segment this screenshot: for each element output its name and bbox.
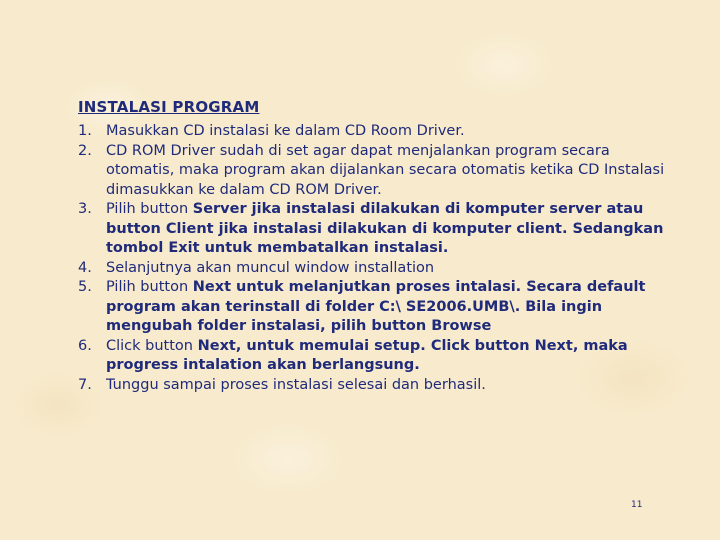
slide-title: INSTALASI PROGRAM [78,98,260,116]
step-text [106,259,668,279]
step-text-normal: CD ROM Driver sudah di set agar dapat menjalankan program secara otomatis, maka program akan dijalankan secara otomatis ketika CD Instalasi dimasukkan ke dalam CD ROM Driver. [106,142,665,198]
step-text-normal: Tunggu sampai proses instalasi selesai dan berhasil. [106,376,486,393]
step-number: 6. [78,337,92,354]
step-number: 5. [78,279,92,295]
step-number: 4. [78,259,92,276]
step-text [106,376,668,396]
slide-content [78,98,668,395]
steps-list [78,122,668,395]
step-text-bold: Next untuk melanjutkan proses intalasi. Secara default program akan terinstall di folder C:\ SE2006.UMB\. Bila ingin mengubah folder instalasi, pilih button Browse [106,279,646,334]
step-text-bold: Server jika instalasi dilakukan di komputer server atau button Client jika instalasi dilakukan di komputer client. Sedangkan tombol Exit untuk membatalkan instalasi. [106,201,664,256]
step-text [106,142,668,201]
step-text [106,278,668,337]
step-number: 3. [78,201,92,217]
list-item [78,376,668,396]
step-text [106,122,668,142]
list-item [78,259,668,279]
step-text-bold: Next, untuk memulai setup. Click button Next, maka progress intalation akan berlangsung. [106,337,628,373]
list-item [78,278,668,337]
step-text [106,200,668,259]
step-text-normal: Pilih button [106,279,193,295]
list-item [78,337,668,376]
step-text-normal: Selanjutnya akan muncul window installation [106,259,435,276]
step-text-normal: Masukkan CD instalasi ke dalam CD Room Driver. [106,123,465,139]
step-number: 7. [78,376,92,393]
step-text [106,337,668,376]
step-text-normal: Click button [106,337,198,354]
list-item [78,142,668,201]
list-item [78,122,668,142]
step-number: 2. [78,142,92,159]
list-item [78,200,668,259]
step-text-normal: Pilih button [106,201,193,217]
page-number: 11 [631,500,643,510]
step-number: 1. [78,123,92,139]
